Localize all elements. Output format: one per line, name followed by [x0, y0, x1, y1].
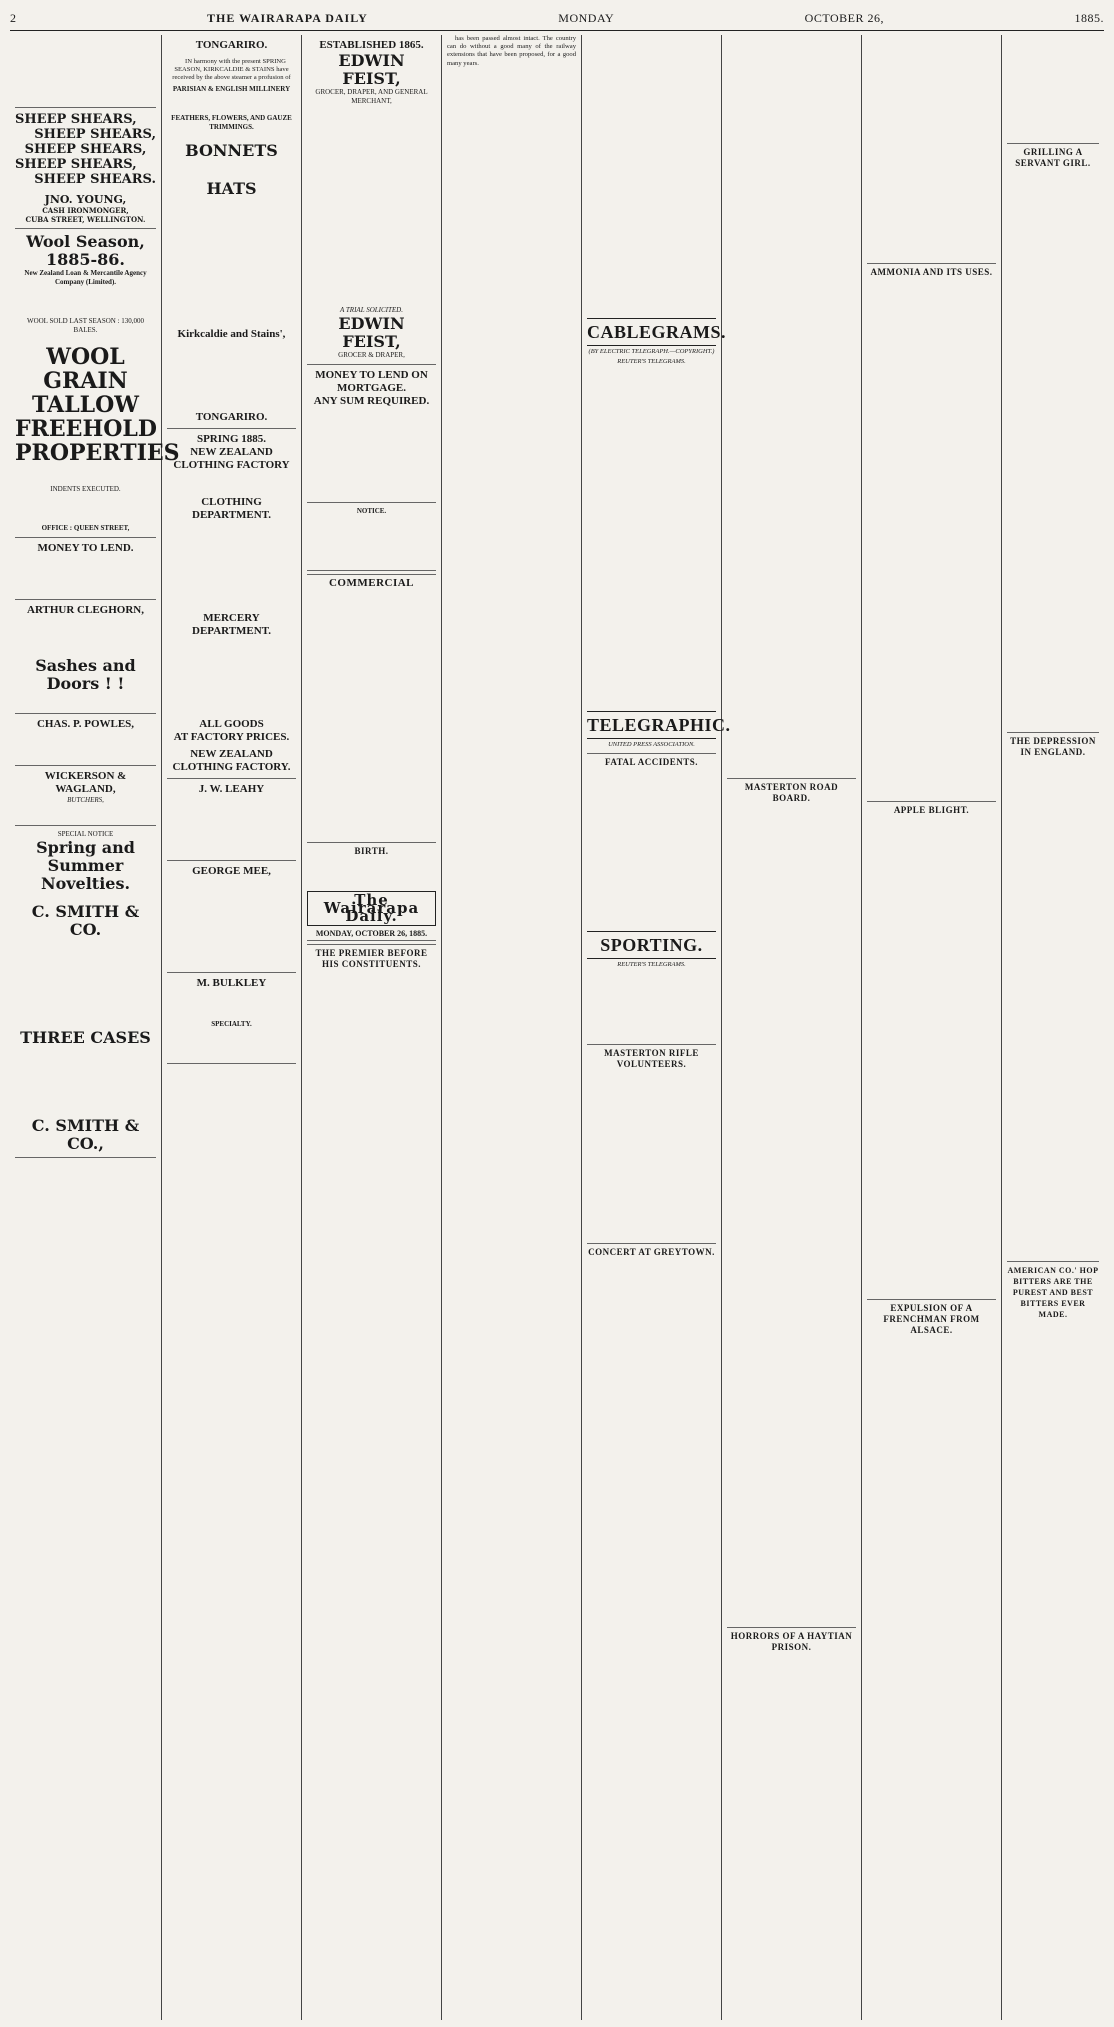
ad-trade: GROCER, DRAPER, AND GENERAL MERCHANT, [315, 88, 428, 105]
big-word: PROPERTIES [15, 440, 180, 466]
wickerson-ad [15, 766, 156, 826]
sheep-line: SHEEP SHEARS, [34, 127, 156, 142]
ad-title: ARTHUR CLEGHORN, [27, 604, 144, 616]
ad-heading: AMERICAN CO.' HOP BITTERS ARE THE PUREST AND BEST BITTERS EVER MADE. [1007, 1261, 1099, 1320]
ad-title: GEORGE MEE, [192, 864, 271, 877]
ad-trade: GROCER & DRAPER, [338, 351, 405, 359]
office: OFFICE : QUEEN STREET, [41, 524, 130, 532]
ad-title: MONEY TO LEND ON MORTGAGE. [315, 369, 428, 394]
big-word: TALLOW [31, 392, 140, 418]
columns [10, 35, 1104, 2020]
ad-footer: TONGARIRO. [195, 410, 268, 423]
section-heading: TELEGRAPHIC. [587, 711, 716, 739]
section-heading: SPORTING. [587, 931, 716, 959]
article-heading: THE DEPRESSION IN ENGLAND. [1007, 732, 1099, 758]
big-word: GRAIN [43, 368, 128, 394]
bonnets: BONNETS [185, 140, 278, 160]
column-3 [302, 35, 442, 2020]
ad-text: IN harmony with the present SPRING SEASON, KIRKCALDIE & STAINS have received by the above steamer a profusion of [172, 58, 291, 82]
editorial-date: MONDAY, OCTOBER 26, 1885. [307, 930, 436, 941]
ad-footer: NEW ZEALAND CLOTHING FACTORY. [172, 747, 291, 773]
cleghorn-ad [15, 600, 156, 714]
column-7 [862, 35, 1002, 2020]
ad-established: ESTABLISHED 1865. [319, 39, 424, 51]
advertiser: Kirkcaldie and Stains', [177, 327, 286, 340]
wool-sold: WOOL SOLD LAST SEASON : 130,000 BALES. [26, 317, 145, 334]
ad-footer: EDWIN FEIST, [338, 314, 405, 351]
powles-ad [15, 714, 156, 766]
factory-prices: AT FACTORY PRICES. [173, 730, 290, 743]
column-6 [722, 35, 862, 2020]
ad-title: M. BULKLEY [196, 976, 267, 989]
advertiser-trade: CASH IRONMONGER, [42, 206, 129, 215]
article-heading: MASTERTON RIFLE VOLUNTEERS. [587, 1044, 716, 1070]
big-word: FREEHOLD [15, 416, 157, 442]
section-sub: UNITED PRESS ASSOCIATION. [608, 741, 695, 749]
mortgage-ad [307, 365, 436, 503]
dept-title: CLOTHING DEPARTMENT. [192, 495, 271, 521]
notice-ad [307, 503, 436, 571]
ad-title: EDWIN FEIST, [338, 51, 405, 88]
section-heading: COMMERCIAL [307, 574, 436, 589]
ad-trade: BUTCHERS, [67, 796, 104, 804]
ad-subtitle: FEATHERS, FLOWERS, AND GAUZE TRIMMINGS. [171, 113, 292, 131]
ad-subtitle: PARISIAN & ENGLISH MILLINERY [172, 84, 291, 93]
issue-day: MONDAY [558, 10, 615, 25]
big-word: WOOL [46, 344, 125, 370]
ad-title: Wool Season, [26, 232, 145, 251]
masthead [10, 6, 1104, 31]
indents: INDENTS EXECUTED. [50, 485, 121, 493]
issue-date: OCTOBER 26, [804, 10, 884, 25]
editorial-heading: THE PREMIER BEFORE HIS CONSTITUENTS. [307, 944, 436, 970]
advertiser-name: JNO. YOUNG, [44, 193, 127, 206]
nz-clothing-ad [167, 429, 296, 779]
ad-title: WICKERSON & WAGLAND, [44, 770, 127, 795]
page-number: 2 [10, 10, 17, 25]
column-8 [1002, 35, 1104, 2020]
company-name: New Zealand Loan & Mercantile Agency Company (Limited). [24, 269, 147, 286]
smith-footer: C. SMITH & CO., [31, 1116, 140, 1153]
column-5 [582, 35, 731, 2020]
article-heading: EXPULSION OF A FRENCHMAN FROM ALSACE. [867, 1299, 996, 1336]
paper-title: THE WAIRARAPA DAILY [206, 10, 368, 25]
feist-ad [307, 35, 436, 365]
sashes-title: Sashes and Doors ! ! [35, 656, 136, 693]
ad-title: J. W. LEAHY [198, 782, 265, 795]
section-sub: (BY ELECTRIC TELEGRAPH.—COPYRIGHT.) [588, 348, 715, 355]
column-2 [162, 35, 302, 2020]
column-1 [10, 35, 180, 2020]
ad-title: Spring and Summer Novelties. [36, 838, 135, 893]
article-heading: FATAL ACCIDENTS. [587, 753, 716, 768]
mee-ad [167, 861, 296, 973]
sheep-shears-ad [15, 108, 156, 229]
trial: A TRIAL SOLICITED. [340, 306, 403, 314]
editorial-title: The Wairarapa Daily. [307, 891, 436, 926]
section-sub: REUTER'S TELEGRAMS. [617, 960, 686, 968]
dept-title: MERCERY DEPARTMENT. [192, 611, 271, 637]
article-text: has been passed almost intact. The country can do without a good many of the railway extensions that have been proposed, for a good many years. [447, 35, 576, 67]
sheep-line: SHEEP SHEARS, [15, 112, 137, 127]
money-ad [15, 538, 156, 600]
ad-title: TONGARIRO. [195, 39, 268, 51]
ad-title: CHAS. P. POWLES, [36, 718, 135, 730]
article-heading: HORRORS OF A HAYTIAN PRISON. [727, 1627, 856, 1653]
article-heading: MASTERTON ROAD BOARD. [727, 778, 856, 804]
smith-title: C. SMITH & CO. [31, 902, 140, 939]
sheep-line: SHEEP SHEARS, [15, 157, 137, 172]
article-heading: GRILLING A SERVANT GIRL. [1007, 143, 1099, 169]
kirkcaldie-ad [167, 35, 296, 429]
article-heading: CONCERT AT GREYTOWN. [587, 1243, 716, 1258]
three-cases: THREE CASES [20, 1028, 151, 1047]
section-heading: BIRTH. [307, 842, 436, 857]
ad-title: MONEY TO LEND. [37, 542, 134, 554]
section-heading: CABLEGRAMS. [587, 318, 716, 346]
bulkley-ad [167, 973, 296, 1064]
special-notice: SPECIAL NOTICE [57, 830, 114, 838]
sheep-line: SHEEP SHEARS. [34, 172, 156, 187]
article-heading: APPLE BLIGHT. [867, 801, 996, 816]
ad-title: SPRING 1885. [196, 432, 267, 445]
issue-year: 1885. [1074, 10, 1104, 25]
all-goods: ALL GOODS [199, 717, 264, 730]
hats: HATS [206, 178, 257, 198]
leahy-ad [167, 779, 296, 861]
section-sub: REUTER'S TELEGRAMS. [617, 358, 686, 366]
wool-season-ad [15, 229, 180, 538]
ad-years: 1885-86. [45, 250, 125, 269]
ad-subtitle: ANY SUM REQUIRED. [313, 395, 430, 407]
ad-subtitle: NEW ZEALAND CLOTHING FACTORY [173, 445, 290, 471]
smith-ad [15, 826, 156, 1158]
specialty: SPECIALTY. [211, 1019, 252, 1028]
article-heading: AMMONIA AND ITS USES. [867, 263, 996, 278]
column-4 [442, 35, 582, 2020]
advertiser-address: CUBA STREET, WELLINGTON. [25, 215, 146, 224]
ad-title: NOTICE. [356, 507, 387, 515]
sheep-line: SHEEP SHEARS, [24, 142, 147, 157]
